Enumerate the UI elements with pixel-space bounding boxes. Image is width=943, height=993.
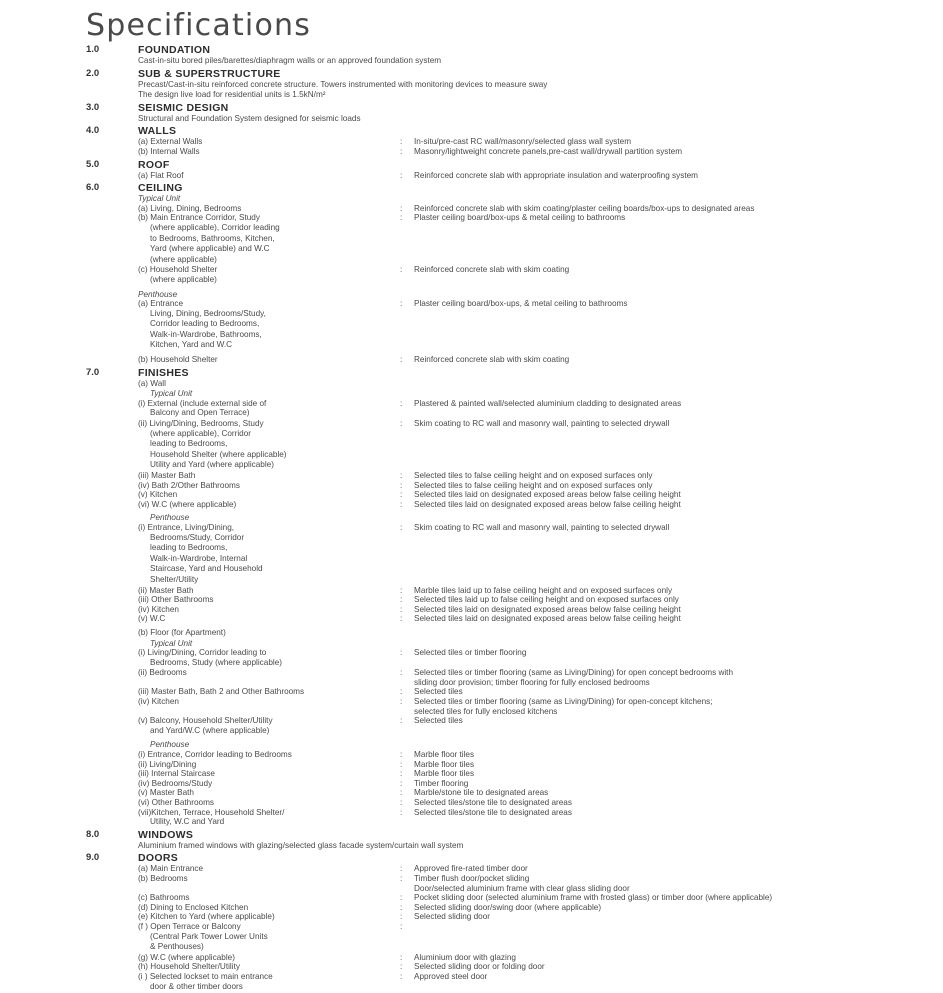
spec-section-heading	[86, 125, 936, 137]
spec-item-separator: :	[400, 778, 403, 788]
spec-item-label: (iii) Other Bathrooms	[138, 595, 214, 605]
spec-item-separator: :	[400, 750, 403, 760]
spec-item-label: (vi) Other Bathrooms	[138, 798, 214, 807]
spec-item-label-blank	[138, 707, 400, 717]
spec-item-separator: :	[400, 912, 403, 922]
spec-item-row	[138, 648, 936, 658]
spec-item-row	[138, 355, 936, 365]
spec-item-label: (b) Bedrooms	[138, 873, 188, 883]
spec-item-label: (ii) Living/Dining, Bedrooms, Study	[138, 419, 264, 429]
spec-item-separator: :	[400, 788, 403, 798]
spec-item-separator: :	[400, 398, 403, 408]
spec-item-row	[138, 798, 936, 808]
spec-item-label: (b) Main Entrance Corridor, Study	[138, 213, 260, 223]
spec-section-body	[138, 80, 936, 100]
spec-item-separator: :	[400, 480, 403, 490]
spec-section-title: DOORS	[138, 852, 179, 865]
spec-section-body	[138, 864, 936, 991]
spec-item-separator: :	[400, 873, 403, 883]
spec-item-label-continuation: (where applicable), Corridor	[150, 428, 252, 438]
spec-item-row	[138, 147, 936, 157]
spec-item-label-continuation: & Penthouses)	[150, 942, 204, 952]
spec-item-label: (i) External (include external side of	[138, 398, 267, 408]
spec-item-separator-blank	[400, 707, 414, 717]
spec-item-row	[138, 750, 936, 760]
spec-item-row	[138, 668, 936, 678]
spec-item-row	[138, 500, 936, 510]
spec-item-row	[138, 874, 936, 884]
spec-item-separator: :	[400, 355, 403, 365]
spec-item-row	[138, 903, 936, 913]
spec-item-row-continuation	[138, 884, 936, 894]
spec-item-label-continuation: Utility and Yard (where applicable)	[150, 460, 274, 470]
spec-item-row	[138, 953, 936, 963]
spec-item-label: (iv) Kitchen	[138, 697, 179, 707]
page-title: Specifications	[86, 8, 312, 43]
spec-item-separator: :	[400, 499, 403, 509]
spec-item-separator: :	[400, 759, 403, 769]
spec-section-heading	[86, 68, 936, 80]
spec-section-title: FOUNDATION	[138, 44, 211, 56]
spec-section-body	[138, 114, 936, 124]
spec-section-heading	[86, 367, 936, 379]
spec-text-line: Aluminium framed windows with glazing/selected glass facade system/curtain wall system	[138, 840, 464, 850]
spec-item-separator: :	[400, 265, 403, 275]
spec-item-row	[138, 788, 936, 798]
spec-item-value: Selected tiles to false ceiling height and on exposed surfaces only	[414, 480, 653, 490]
spec-item-separator: :	[400, 203, 403, 213]
spec-item-label: (h) Household Shelter/Utility	[138, 962, 240, 972]
spec-item-row	[138, 399, 936, 409]
spec-item-row	[138, 864, 936, 874]
spec-section-number: 2.0	[86, 67, 100, 79]
spec-item-row	[138, 490, 936, 500]
spec-section-heading	[86, 159, 936, 171]
spec-item-label: (v) Kitchen	[138, 490, 178, 500]
spec-text-line: (b) Floor (for Apartment)	[138, 627, 226, 637]
spec-item-row	[138, 595, 936, 605]
spec-item-value: Selected tiles	[414, 687, 463, 697]
spec-item-label: (ii) Bedrooms	[138, 668, 187, 678]
spec-item-row	[138, 893, 936, 903]
spec-item-value-continuation: selected tiles for fully enclosed kitchens	[414, 706, 558, 716]
spec-section-body	[138, 841, 936, 851]
spec-item-row	[138, 204, 936, 214]
spec-section-number: 4.0	[86, 125, 100, 137]
spec-item-label-continuation: to Bedrooms, Bathrooms, Kitchen,	[150, 233, 275, 243]
spec-item-label-continuation: Shelter/Utility	[150, 574, 199, 584]
spec-section-number: 5.0	[86, 158, 100, 170]
spec-item-value: Selected sliding door	[414, 912, 491, 922]
spec-section-body	[138, 56, 936, 66]
spec-section	[86, 367, 936, 827]
spec-item-separator: :	[400, 716, 403, 726]
spec-item-label: (d) Dining to Enclosed Kitchen	[138, 902, 249, 912]
spec-item-label: (iii) Internal Staircase	[138, 769, 215, 779]
spec-section	[86, 852, 936, 991]
spec-section-number: 1.0	[86, 44, 100, 55]
spec-section-body	[138, 171, 936, 181]
spec-item-value: Marble floor tiles	[414, 759, 475, 769]
spec-item-separator: :	[400, 137, 403, 147]
spec-item-label-continuation: Yard (where applicable) and W.C	[150, 244, 270, 254]
spec-item-row	[138, 523, 936, 533]
spec-item-label-blank	[138, 884, 400, 894]
spec-item-row-continuation	[138, 707, 936, 717]
spec-section	[86, 159, 936, 181]
spec-item-label: (c) Household Shelter	[138, 265, 218, 275]
spec-item-label: (b) Internal Walls	[138, 146, 200, 156]
spec-item-label-continuation: Utility, W.C and Yard	[150, 817, 225, 827]
spec-section-number: 8.0	[86, 828, 100, 840]
spec-item-value: Selected tiles laid on designated exposed areas below false ceiling height	[414, 490, 681, 500]
spec-item-separator: :	[400, 798, 403, 807]
spec-item-separator: :	[400, 490, 403, 500]
spec-item-label: (f ) Open Terrace or Balcony	[138, 921, 241, 931]
spec-section	[86, 125, 936, 156]
spec-item-row	[138, 972, 936, 982]
spec-item-label: (iii) Master Bath	[138, 471, 196, 480]
spec-item-label: (e) Kitchen to Yard (where applicable)	[138, 912, 275, 922]
spec-item-label: (a) Main Entrance	[138, 864, 204, 874]
spec-text-line: Precast/Cast-in-situ reinforced concrete structure. Towers instrumented with monitoring devices to measure sway	[138, 79, 548, 89]
spec-item-row	[138, 760, 936, 770]
spec-item-label: (iv) Bath 2/Other Bathrooms	[138, 480, 240, 490]
spec-item-value-continuation: Door/selected aluminium frame with clear glass sliding door	[414, 883, 630, 893]
spec-item-row	[138, 808, 936, 818]
spec-section	[86, 68, 936, 100]
spec-item-value: Selected tiles	[414, 716, 463, 726]
spec-item-value: Selected tiles or timber flooring	[414, 648, 527, 658]
spec-item-separator: :	[400, 952, 403, 962]
spec-item-row	[138, 614, 936, 624]
spec-item-separator: :	[400, 595, 403, 605]
spec-group-label: Penthouse	[150, 740, 190, 750]
spec-item-value: Skim coating to RC wall and masonry wall, painting to selected drywall	[414, 522, 670, 532]
spec-item-value: Selected tiles to false ceiling height and on exposed surfaces only	[414, 471, 653, 480]
spec-section-title: CEILING	[138, 182, 183, 195]
spec-item-row	[138, 213, 936, 223]
spec-item-row	[138, 922, 936, 932]
spec-item-row	[138, 419, 936, 429]
spec-item-label-continuation: (where applicable), Corridor leading	[150, 222, 280, 232]
spec-item-label-continuation: Kitchen, Yard and W.C	[150, 340, 233, 350]
spec-item-value: Masonry/lightweight concrete panels,pre-cast wall/drywall partition system	[414, 146, 683, 156]
spec-item-row	[138, 171, 936, 181]
spec-item-label-continuation: and Yard/W.C (where applicable)	[150, 725, 270, 735]
spec-item-value-continuation: sliding door provision; timber flooring for fully enclosed bedrooms	[414, 677, 650, 687]
spec-item-value: Skim coating to RC wall and masonry wall, painting to selected drywall	[414, 419, 670, 429]
spec-item-row	[138, 779, 936, 789]
spec-item-value: Approved fire-rated timber door	[414, 864, 528, 874]
spec-item-value: Selected sliding door or folding door	[414, 962, 545, 972]
spec-item-row	[138, 687, 936, 697]
spec-item-row	[138, 716, 936, 726]
spec-item-separator: :	[400, 902, 403, 912]
spec-item-row	[138, 481, 936, 491]
spec-group-label: Typical Unit	[150, 638, 193, 648]
spec-item-value: Timber flush door/pocket sliding	[414, 873, 530, 883]
spec-item-value: Selected tiles/stone tile to designated areas	[414, 798, 572, 807]
spec-item-value: Selected tiles laid up to false ceiling height and on exposed surfaces only	[414, 595, 679, 605]
spec-item-value: Marble floor tiles	[414, 769, 475, 779]
spec-item-value: Selected tiles/stone tile to designated areas	[414, 807, 572, 817]
spec-item-label-continuation: Household Shelter (where applicable)	[150, 449, 287, 459]
spec-item-separator: :	[400, 807, 403, 817]
spec-text-line: Cast-in-situ bored piles/barettes/diaphragm walls or an approved foundation system	[138, 56, 442, 65]
spec-item-label: (v) Master Bath	[138, 788, 194, 798]
spec-group-label: Penthouse	[138, 289, 178, 299]
spec-item-value: Marble/stone tile to designated areas	[414, 788, 549, 798]
spec-item-value: Plaster ceiling board/box-ups, & metal ceiling to bathrooms	[414, 299, 628, 309]
spec-item-separator-blank	[400, 678, 414, 688]
spec-item-value: Selected tiles or timber flooring (same as Living/Dining) for open concept bedrooms with	[414, 668, 734, 678]
spec-item-label: (i) Entrance, Living/Dining,	[138, 522, 235, 532]
spec-item-label: (v) Balcony, Household Shelter/Utility	[138, 716, 273, 726]
spec-item-value: Approved steel door	[414, 971, 488, 981]
spec-item-separator: :	[400, 522, 403, 532]
spec-item-value: Plastered & painted wall/selected aluminium cladding to designated areas	[414, 398, 682, 408]
spec-section-title: SUB & SUPERSTRUCTURE	[138, 67, 281, 80]
spec-item-label-continuation: (Central Park Tower Lower Units	[150, 931, 268, 941]
spec-section-heading	[86, 829, 936, 841]
spec-text-line: Structural and Foundation System designed for seismic loads	[138, 113, 361, 123]
spec-item-label-continuation: door & other timber doors	[150, 981, 243, 991]
spec-section-body	[138, 194, 936, 365]
spec-item-label-continuation: Walk-in-Wardrobe, Bathrooms,	[150, 329, 262, 339]
spec-item-value: Reinforced concrete slab with skim coating	[414, 355, 570, 365]
spec-item-separator: :	[400, 769, 403, 779]
spec-item-row	[138, 697, 936, 707]
spec-item-row	[138, 912, 936, 922]
spec-section-heading	[86, 44, 936, 56]
spec-item-value: Selected sliding door/swing door (where applicable)	[414, 902, 602, 912]
spec-item-separator: :	[400, 471, 403, 480]
spec-item-label: (iv) Bedrooms/Study	[138, 778, 213, 788]
spec-item-label-blank	[138, 678, 400, 688]
spec-item-separator: :	[400, 146, 403, 156]
spec-item-value: Selected tiles or timber flooring (same as Living/Dining) for open-concept kitchens;	[414, 697, 713, 707]
spec-item-label-continuation: leading to Bedrooms,	[150, 439, 228, 449]
spec-section-body	[138, 137, 936, 156]
spec-item-separator: :	[400, 971, 403, 981]
spec-item-label: (g) W.C (where applicable)	[138, 952, 235, 962]
spec-item-separator: :	[400, 687, 403, 697]
spec-section-number: 6.0	[86, 182, 100, 194]
spec-section-heading	[86, 182, 936, 194]
spec-item-row	[138, 471, 936, 481]
spec-item-separator: :	[400, 614, 403, 624]
spec-item-value: In-situ/pre-cast RC wall/masonry/selected glass wall system	[414, 137, 632, 147]
spec-section-title: WALLS	[138, 125, 177, 138]
spec-group-label: Typical Unit	[150, 389, 193, 399]
spec-item-separator: :	[400, 419, 403, 429]
spec-section-heading	[86, 852, 936, 864]
spec-item-label: (ii) Master Bath	[138, 585, 194, 595]
spec-item-row	[138, 605, 936, 615]
spec-item-separator: :	[400, 668, 403, 678]
spec-section-body	[138, 379, 936, 827]
spec-section-number: 9.0	[86, 852, 100, 864]
spec-text-line: The design live load for residential units is 1.5kN/m²	[138, 90, 326, 100]
spec-item-row	[138, 137, 936, 147]
spec-item-value: Selected tiles laid on designated exposed areas below false ceiling height	[414, 499, 681, 509]
spec-item-separator: :	[400, 213, 403, 223]
spec-item-label-continuation: leading to Bedrooms,	[150, 543, 228, 553]
spec-item-row	[138, 586, 936, 596]
spec-item-label-continuation: Balcony and Open Terrace)	[150, 408, 250, 418]
spec-item-separator: :	[400, 648, 403, 658]
spec-item-label: (a) Entrance	[138, 299, 184, 309]
spec-item-separator: :	[400, 604, 403, 614]
spec-item-label-continuation: (where applicable)	[150, 274, 217, 284]
spec-group-label: Penthouse	[150, 513, 190, 523]
spec-item-value: Selected tiles laid on designated exposed areas below false ceiling height	[414, 614, 681, 624]
spec-item-label: (vii)Kitchen, Terrace, Household Shelter/	[138, 807, 285, 817]
spec-section	[86, 829, 936, 851]
spec-item-row	[138, 299, 936, 309]
spec-item-separator: :	[400, 697, 403, 707]
spec-item-label: (i ) Selected lockset to main entrance	[138, 971, 273, 981]
spec-item-value: Timber flooring	[414, 778, 469, 788]
spec-item-separator: :	[400, 585, 403, 595]
spec-item-value: Marble floor tiles	[414, 750, 475, 760]
spec-item-label: (iii) Master Bath, Bath 2 and Other Bathrooms	[138, 687, 305, 697]
spec-group-label: Typical Unit	[138, 194, 181, 204]
spec-text-line: (a) Wall	[138, 378, 166, 388]
spec-section-heading	[86, 102, 936, 114]
spec-section-number: 7.0	[86, 366, 100, 378]
spec-item-label: (i) Living/Dining, Corridor leading to	[138, 648, 267, 658]
spec-item-separator: :	[400, 893, 403, 903]
spec-item-row-continuation	[138, 678, 936, 688]
spec-item-label: (b) Household Shelter	[138, 355, 218, 365]
spec-item-separator: :	[400, 921, 403, 931]
spec-item-label-continuation: Bedrooms, Study (where applicable)	[150, 657, 282, 667]
spec-item-label: (c) Bathrooms	[138, 893, 190, 903]
spec-item-value: Marble tiles laid up to false ceiling height and on exposed surfaces only	[414, 585, 673, 595]
spec-item-separator: :	[400, 299, 403, 309]
spec-item-label: (i) Entrance, Corridor leading to Bedrooms	[138, 750, 292, 760]
spec-item-separator: :	[400, 864, 403, 874]
spec-section	[86, 182, 936, 365]
spec-item-label-continuation: Walk-in-Wardrobe, Internal	[150, 553, 248, 563]
spec-item-label-continuation: Corridor leading to Bedrooms,	[150, 319, 260, 329]
spec-item-label: (v) W.C	[138, 614, 166, 624]
spec-section-title: FINISHES	[138, 366, 189, 379]
spec-item-separator-blank	[400, 884, 414, 894]
spec-section-number: 3.0	[86, 101, 100, 113]
spec-item-label: (ii) Living/Dining	[138, 759, 197, 769]
spec-item-value: Reinforced concrete slab with skim coating/plaster ceiling boards/box-ups to designated areas	[414, 203, 755, 213]
spec-item-label-continuation: Living, Dining, Bedrooms/Study,	[150, 308, 266, 318]
spec-item-value: Reinforced concrete slab with appropriate insulation and waterproofing system	[414, 170, 698, 180]
spec-section-title: SEISMIC DESIGN	[138, 101, 229, 114]
spec-section-title: WINDOWS	[138, 828, 194, 841]
spec-item-value: Aluminium door with glazing	[414, 952, 516, 962]
spec-item-label: (a) Flat Roof	[138, 170, 184, 180]
spec-section	[86, 102, 936, 124]
specifications-content	[86, 44, 936, 993]
spec-item-label-continuation: Bedrooms/Study, Corridor	[150, 532, 245, 542]
spec-item-label: (vi) W.C (where applicable)	[138, 499, 237, 509]
spec-section-title: ROOF	[138, 158, 170, 171]
spec-item-value: Pocket sliding door (selected aluminium frame with frosted glass) or timber door (where applicable)	[414, 893, 773, 903]
spec-item-separator: :	[400, 962, 403, 972]
spec-item-label-continuation: (where applicable)	[150, 254, 217, 264]
spec-item-row	[138, 962, 936, 972]
spec-item-value: Plaster ceiling board/box-ups & metal ceiling to bathrooms	[414, 213, 626, 223]
spec-item-value: Reinforced concrete slab with skim coating	[414, 265, 570, 275]
spec-item-value: Selected tiles laid on designated exposed areas below false ceiling height	[414, 604, 681, 614]
spec-item-label: (iv) Kitchen	[138, 604, 179, 614]
spec-item-row	[138, 265, 936, 275]
spec-item-label: (a) Living, Dining, Bedrooms	[138, 203, 242, 213]
spec-section	[86, 44, 936, 66]
spec-item-label: (a) External Walls	[138, 137, 203, 147]
spec-item-label-continuation: Staircase, Yard and Household	[150, 564, 263, 574]
spec-item-separator: :	[400, 170, 403, 180]
spec-item-row	[138, 769, 936, 779]
